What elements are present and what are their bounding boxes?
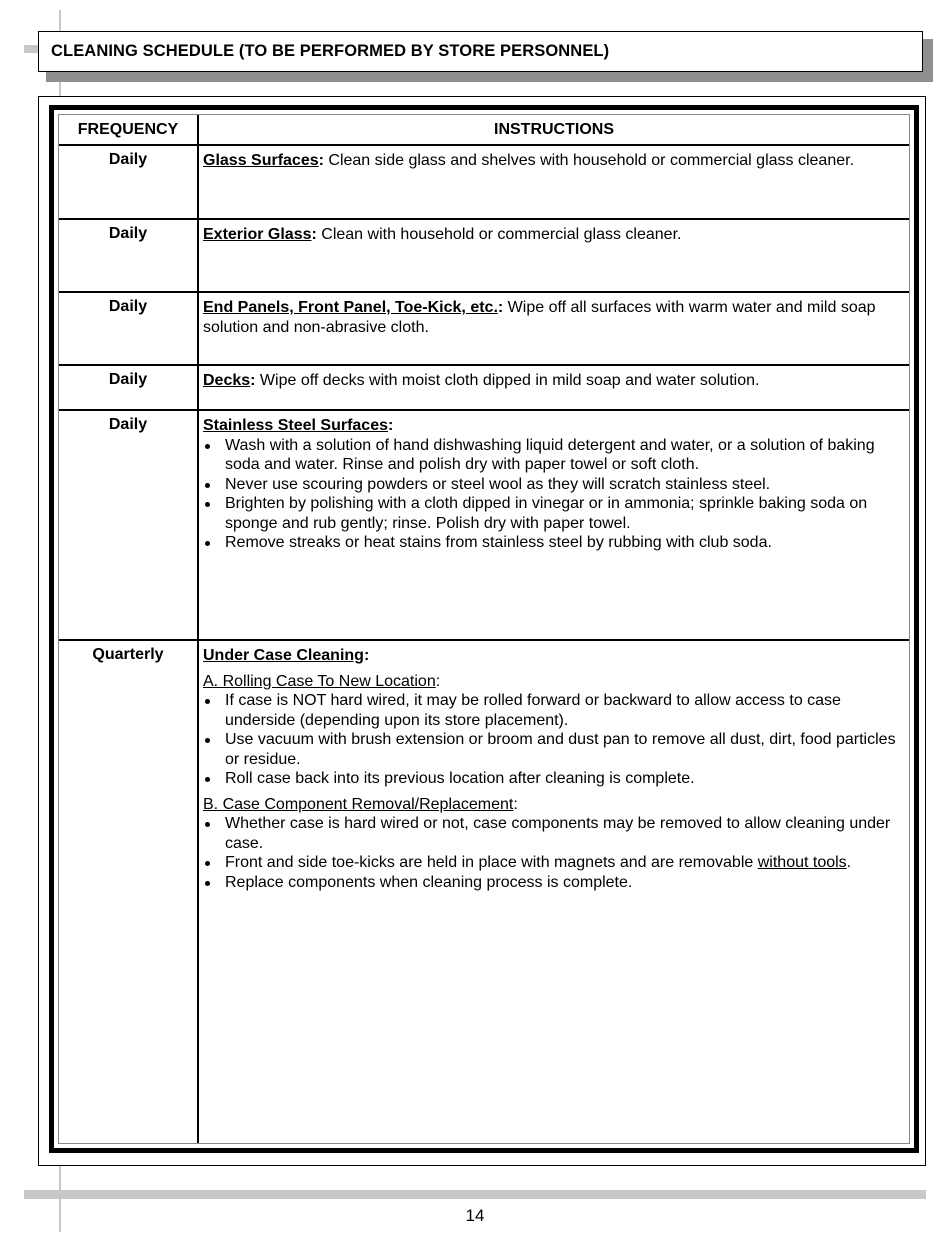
instruction-cell: Stainless Steel Surfaces: Wash with a solution of hand dishwashing liquid detergent and water, or a solution of baking soda and water. Rinse and polish dry with paper towel or soft cloth. Never use scouring powders or steel wool as they will scratch stainless steel. Brighten by polishing with a cloth dipped in vinegar or in ammonia; sprinkle baking soda on sponge and rub gently; rinse. Polish dry with paper towel. Remove streaks or heat stains from stainless steel by rubbing with club soda.: [203, 411, 903, 553]
column-header-frequency: FREQUENCY: [77, 121, 179, 138]
list-item: Replace components when cleaning process is complete.: [203, 873, 903, 893]
instruction-heading: Glass Surfaces: [203, 152, 319, 169]
instruction-heading: Stainless Steel Surfaces: [203, 417, 388, 434]
instruction-heading: Under Case Cleaning: [203, 647, 364, 664]
table-row: [59, 220, 909, 293]
list-item: [203, 853, 903, 873]
table-row: [59, 293, 909, 366]
list-item: If case is NOT hard wired, it may be rolled forward or backward to allow access to case underside (depending upon its store placement).: [203, 691, 903, 730]
instruction-text: Clean side glass and shelves with household or commercial glass cleaner.: [323, 152, 855, 169]
instruction-cell: Exterior Glass: Clean with household or commercial glass cleaner.: [203, 226, 682, 243]
instruction-heading: Decks: [203, 372, 251, 389]
bullet-list: [203, 436, 903, 553]
list-item: Whether case is hard wired or not, case components may be removed to allow cleaning under case.: [203, 814, 903, 853]
subsection-heading: A. Rolling Case To New Location: [203, 672, 436, 690]
list-item: Wash with a solution of hand dishwashing liquid detergent and water, or a solution of baking soda and water. Rinse and polish dry with paper towel or soft cloth.: [203, 436, 903, 475]
table-row: [59, 411, 909, 641]
page-number: 14: [465, 1206, 485, 1225]
frequency-cell: Daily: [108, 225, 148, 242]
frequency-cell: Quarterly: [92, 646, 164, 663]
column-header-instructions: INSTRUCTIONS: [494, 121, 614, 138]
instruction-text: Wipe off all surfaces with warm water and mild soap solution and non-abrasive cloth.: [203, 299, 876, 336]
frequency-cell: Daily: [108, 416, 148, 433]
instruction-cell: Decks: Wipe off decks with moist cloth dipped in mild soap and water solution.: [203, 372, 760, 389]
list-item: Never use scouring powders or steel wool as they will scratch stainless steel.: [203, 475, 903, 495]
bullet-list: [203, 691, 903, 789]
instruction-cell: End Panels, Front Panel, Toe-Kick, etc.: Wipe off all surfaces with warm water and mild soap solution and non-abrasive cloth.: [203, 299, 876, 336]
list-item: Remove streaks or heat stains from stainless steel by rubbing with club soda.: [203, 533, 903, 553]
subsection-heading: B. Case Component Removal/Replacement: [203, 795, 514, 813]
list-item: Roll case back into its previous location after cleaning is complete.: [203, 769, 903, 789]
table-header-row: [59, 115, 909, 146]
underlined-emphasis: without tools: [757, 854, 847, 871]
table-row: [59, 641, 909, 1145]
instruction-cell: Under Case Cleaning: A. Rolling Case To New Location: If case is NOT hard wired, it may be rolled forward or backward to allow access to case underside (depending upon its store placement). Use vacuum with brush extension or broom and dust pan to remove all dust, dirt, food particles or residue. Roll case back into its previous location after cleaning is complete. B. Case Component Removal/Replacement: Whether case is hard wired or not, case components may be removed to allow cleaning under case. Front and side toe-kicks are held in place with magnets and are removable without tools. Replace components when cleaning process is complete.: [203, 641, 903, 892]
list-item: Brighten by polishing with a cloth dipped in vinegar or in ammonia; sprinkle baking soda on sponge and rub gently; rinse. Polish dry with paper towel.: [203, 494, 903, 533]
footer-rule: [24, 1190, 926, 1199]
frequency-cell: Daily: [108, 298, 148, 315]
frequency-cell: Daily: [108, 151, 148, 168]
instruction-heading: End Panels, Front Panel, Toe-Kick, etc.: [203, 299, 498, 316]
instruction-text: Clean with household or commercial glass cleaner.: [316, 226, 682, 243]
list-item-end: .: [846, 854, 852, 871]
list-item-text: Front and side toe-kicks are held in place with magnets and are removable: [225, 854, 758, 871]
frequency-cell: Daily: [108, 371, 148, 388]
table-row: [59, 366, 909, 411]
instruction-heading: Exterior Glass: [203, 226, 312, 243]
instruction-text: Wipe off decks with moist cloth dipped in mild soap and water solution.: [255, 372, 760, 389]
cleaning-schedule-table: [58, 114, 910, 1144]
table-row: [59, 146, 909, 220]
page-title: CLEANING SCHEDULE (TO BE PERFORMED BY STORE PERSONNEL): [38, 31, 923, 72]
list-item: Use vacuum with brush extension or broom and dust pan to remove all dust, dirt, food particles or residue.: [203, 730, 903, 769]
bullet-list: [203, 814, 903, 892]
instruction-cell: Glass Surfaces: Clean side glass and shelves with household or commercial glass cleaner.: [203, 152, 855, 169]
